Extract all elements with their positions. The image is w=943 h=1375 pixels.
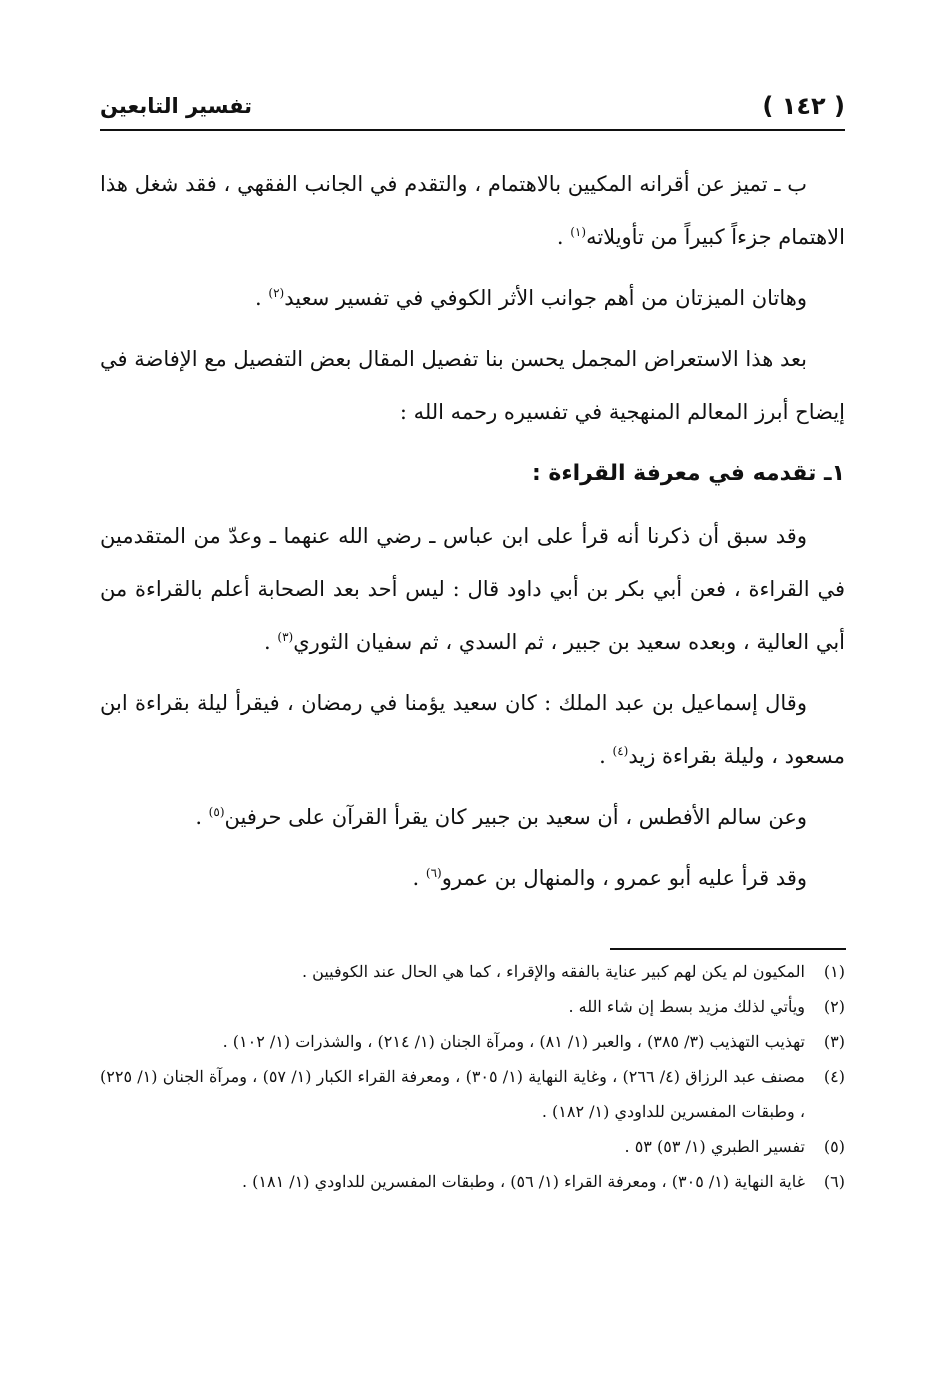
footnote-3 [100,1024,845,1059]
paragraph-1: ب ـ تميز عن أقرانه المكيين بالاهتمام ، والتقدم في الجانب الفقهي ، فقد شغل هذا الاهتمام جزءاً كبيراً من تأويلاته$^{(١)}$ . [100,172,845,249]
header-divider [100,129,845,131]
footnote-text: مصنف عبد الرزاق (٤/ ٢٦٦) ، وغاية النهاية (١/ ٣٠٥) ، ومعرفة القراء الكبار (١/ ٥٧) ، ومرآة الجنان (١/ ٢٢٥) ، وطبقات المفسرين للداودي (١/ ١٨٢) . [100,1067,805,1121]
footnote-ref-3[interactable]: (٣) [277,630,294,644]
footnote-ref-5[interactable]: (٥) [208,805,225,819]
paragraph-3: بعد هذا الاستعراض المجمل يحسن بنا تفصيل المقال بعض التفصيل مع الإفاضة في إيضاح أبرز المعالم المنهجية في تفسيره رحمه الله : [100,347,845,424]
footnote-4 [100,1059,845,1129]
footnote-ref-4[interactable]: (٤) [612,744,629,758]
section-heading: ١ـ تقدمه في معرفة القراءة : [531,461,845,486]
page-header [100,92,845,128]
footnote-text: المكيون لم يكن لهم كبير عناية بالفقه والإقراء ، كما هي الحال عند الكوفيين . [301,962,805,981]
footnote-text: غاية النهاية (١/ ٣٠٥) ، ومعرفة القراء (١/ ٥٦) ، وطبقات المفسرين للداودي (١/ ١٨١) . [242,1172,805,1191]
footnote-number: (١) [823,962,845,981]
footnote-ref-2[interactable]: (٢) [268,286,285,300]
paragraph-7: وقد قرأ عليه أبو عمرو ، والمنهال بن عمرو$^{(٦)}$ . [412,866,807,890]
footnote-number: (٣) [823,1032,845,1051]
footnote-2 [100,989,845,1024]
page-number: ( ١٤٢ ) [762,92,845,120]
footnote-6 [100,1164,845,1199]
footnote-divider [610,948,846,950]
paragraph-6: وعن سالم الأفطس ، أن سعيد بن جبير كان يقرأ القرآن على حرفين$^{(٥)}$ . [195,805,807,829]
paragraph-4: وقد سبق أن ذكرنا أنه قرأ على ابن عباس ـ رضي الله عنهما ـ وعدّ من المتقدمين في القراءة ، فعن أبي بكر بن أبي داود قال : ليس أحد بعد الصحابة أعلم بالقراءة من أبي العالية ، وبعده سعيد بن جبير ، ثم السدي ، ثم سفيان الثوري$^{(٣)}$ . [100,524,845,654]
footnotes [100,954,845,1199]
footnote-text: تهذيب التهذيب (٣/ ٣٨٥) ، والعبر (١/ ٨١) ، ومرآة الجنان (١/ ٢١٤) ، والشذرات (١/ ١٠٢) . [222,1032,805,1051]
footnote-text: تفسير الطبري (١/ ٥٣) ٥٣ . [624,1137,805,1156]
paragraph-2: وهاتان الميزتان من أهم جوانب الأثر الكوفي في تفسير سعيد$^{(٢)}$ . [255,286,807,310]
running-title: تفسير التابعين [100,94,253,118]
footnote-text: ويأتي لذلك مزيد بسط إن شاء الله . [568,997,805,1016]
paragraph-5: وقال إسماعيل بن عبد الملك : كان سعيد يؤمنا في رمضان ، فيقرأ ليلة بقراءة ابن مسعود ، وليلة بقراءة زيد$^{(٤)}$ . [100,691,845,768]
footnote-number: (٦) [823,1172,845,1191]
footnote-number: (٥) [823,1137,845,1156]
footnote-ref-6[interactable]: (٦) [425,866,442,880]
footnote-number: (٤) [823,1067,845,1086]
footnote-5 [100,1129,845,1164]
footnote-ref-1[interactable]: (١) [570,225,587,239]
footnote-number: (٢) [823,997,845,1016]
main-text [100,158,845,913]
footnote-1 [100,954,845,989]
